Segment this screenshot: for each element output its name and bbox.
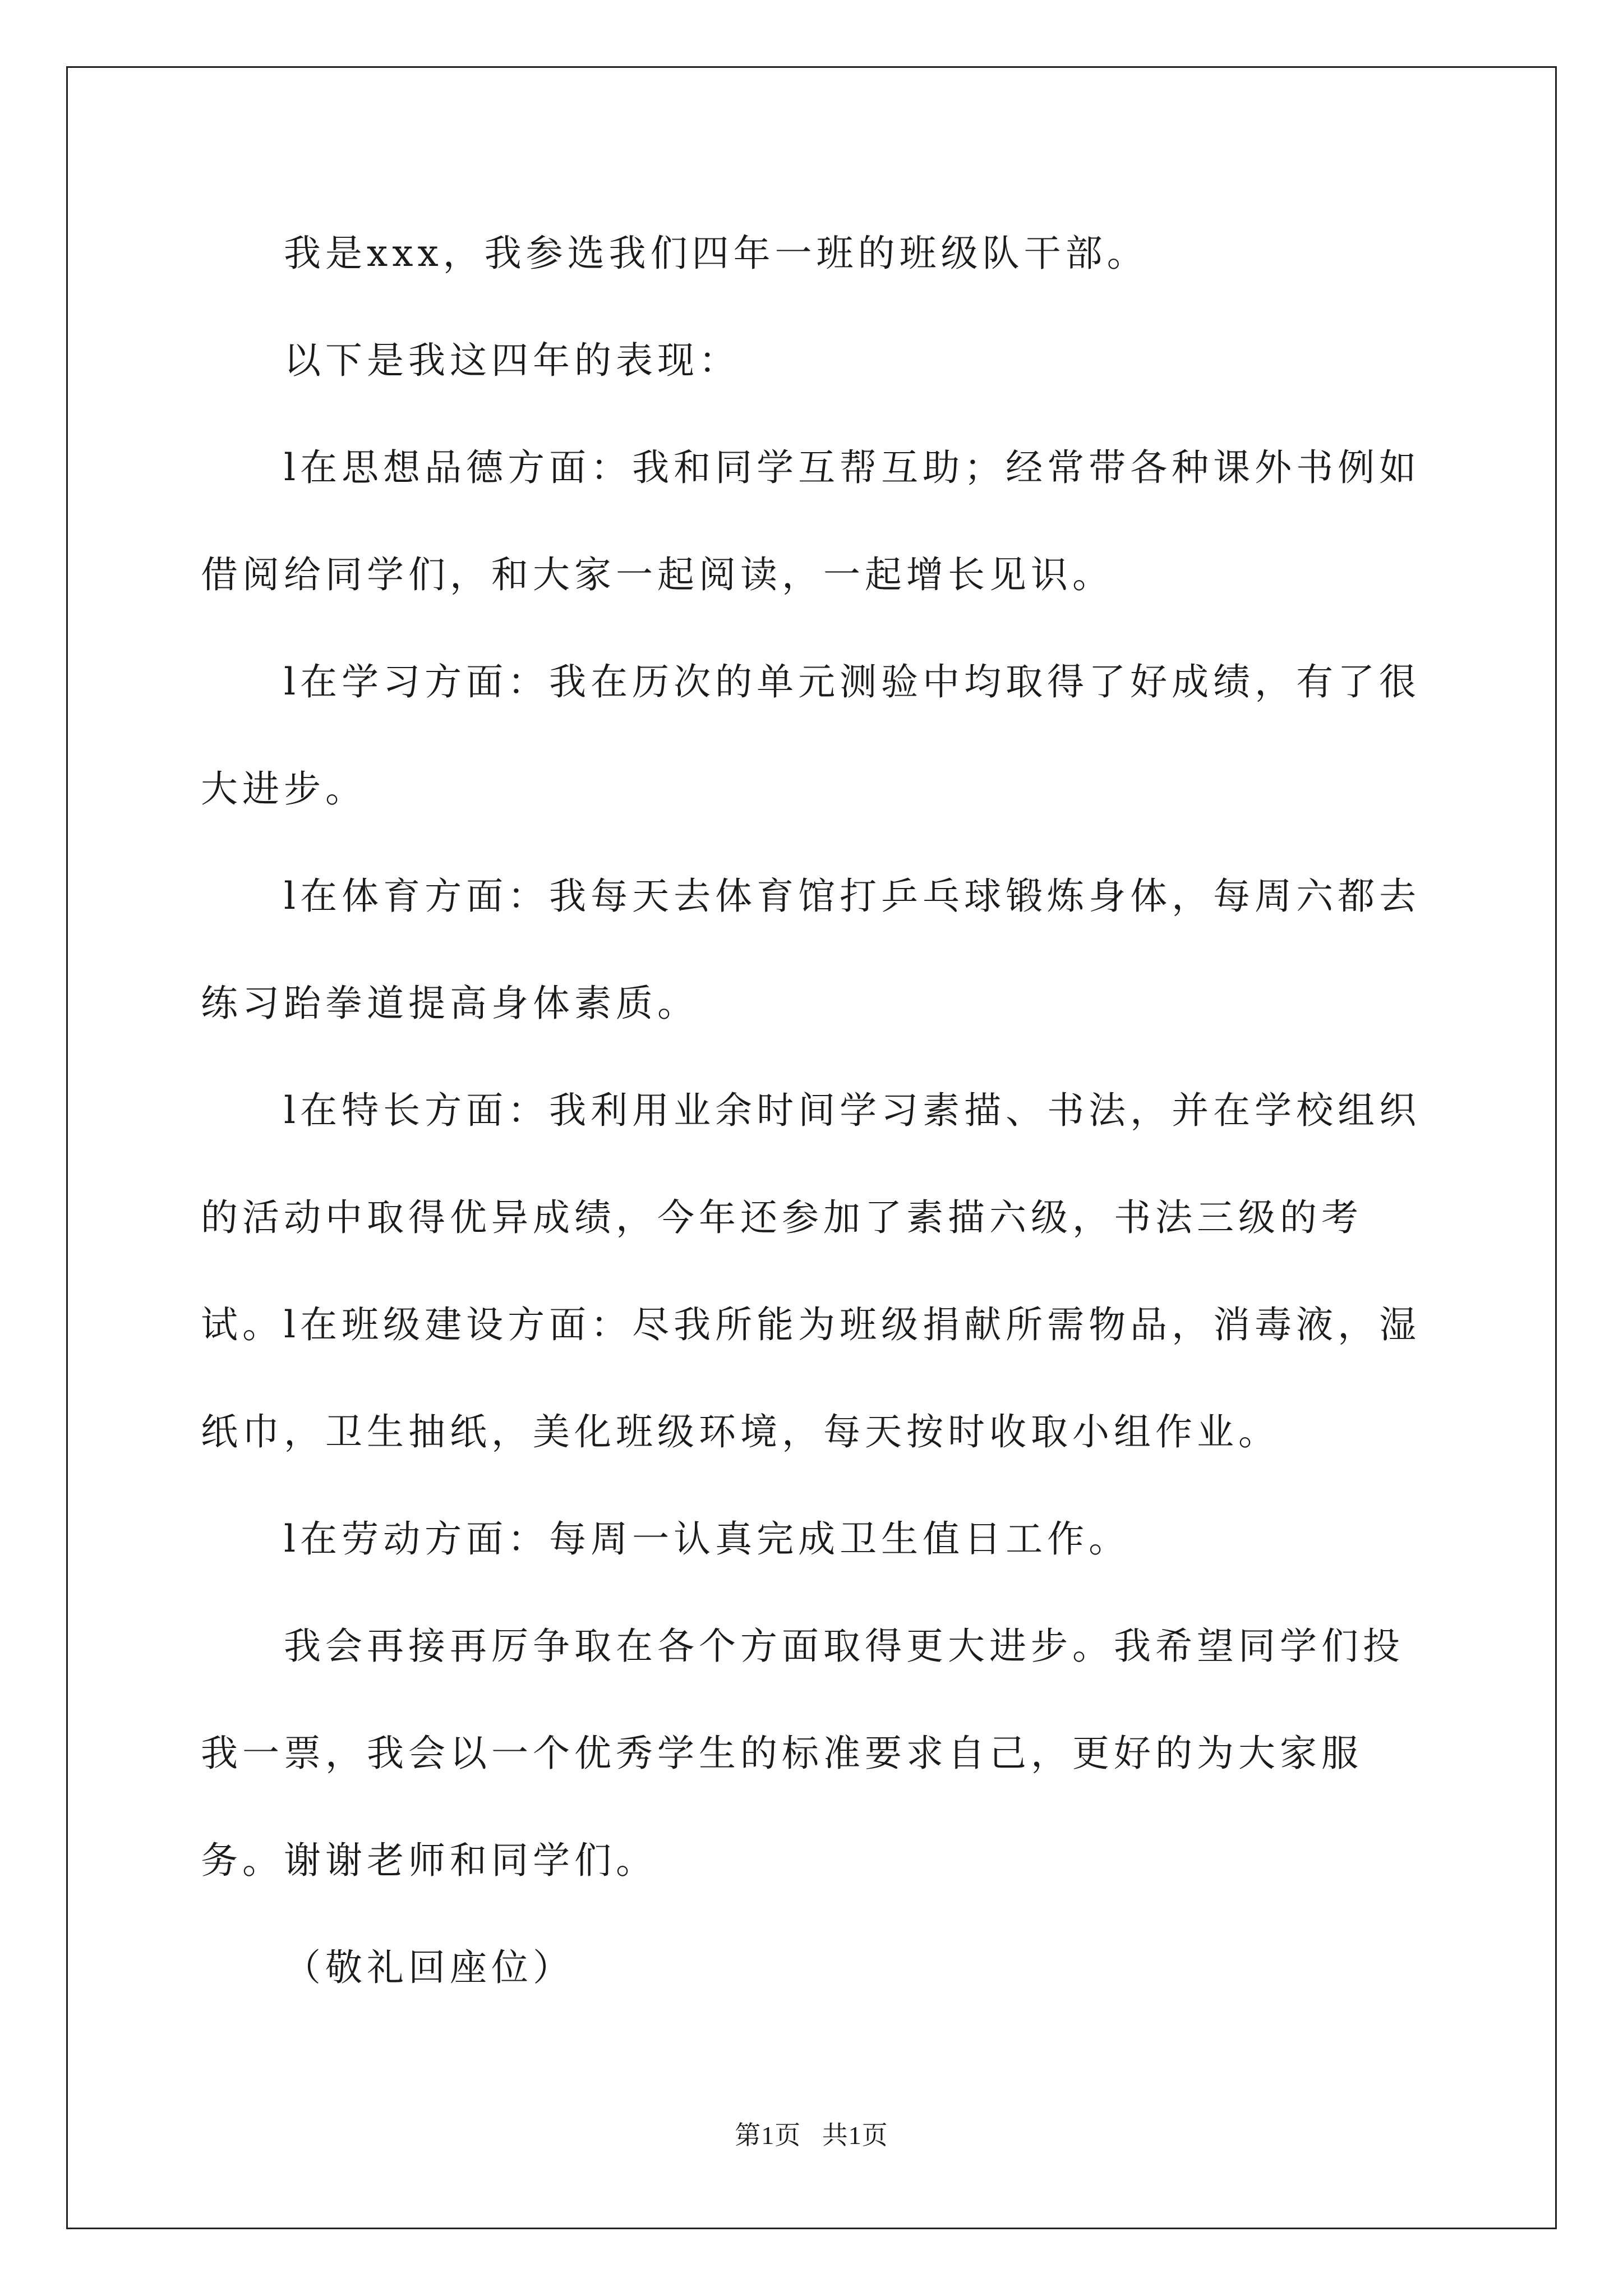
- paragraph-talent: l在特长方面：我利用业余时间学习素描、书法，并在学校组织的活动中取得优异成绩，今年还参加了素描六级，书法三级的考试。: [201, 1089, 1421, 1346]
- paragraph-study: l在学习方面：我在历次的单元测验中均取得了好成绩，有了很大进步。: [201, 660, 1421, 811]
- paragraph-class-building: l在班级建设方面：尽我所能为班级捐献所需物品，消毒液，湿纸巾，卫生抽纸，美化班级环境，每天按时收取小组作业。: [201, 1303, 1421, 1453]
- paragraph-intro: 我是xxx，我参选我们四年一班的班级队干部。: [284, 232, 1149, 275]
- page-number: 第1页: [735, 2121, 801, 2150]
- paragraph-lead: 以下是我这四年的表现：: [284, 339, 740, 382]
- paragraph-closing: 我会再接再厉争取在各个方面取得更大进步。我希望同学们投我一票，我会以一个优秀学生的标准要求自己，更好的为大家服务。谢谢老师和同学们。: [201, 1625, 1404, 1882]
- page-total: 共1页: [822, 2121, 888, 2150]
- paragraph-stage-direction: （敬礼回座位）: [284, 1946, 574, 1989]
- paragraph-labor: l在劳动方面：每周一认真完成卫生值日工作。: [284, 1517, 1131, 1561]
- paragraph-sports: l在体育方面：我每天去体育馆打乒乓球锻炼身体，每周六都去练习跆拳道提高身体素质。: [201, 875, 1421, 1025]
- page-footer: [0, 2115, 1623, 2152]
- paragraph-morality: l在思想品德方面：我和同学互帮互助；经常带各种课外书例如借阅给同学们，和大家一起阅读，一起增长见识。: [201, 446, 1421, 596]
